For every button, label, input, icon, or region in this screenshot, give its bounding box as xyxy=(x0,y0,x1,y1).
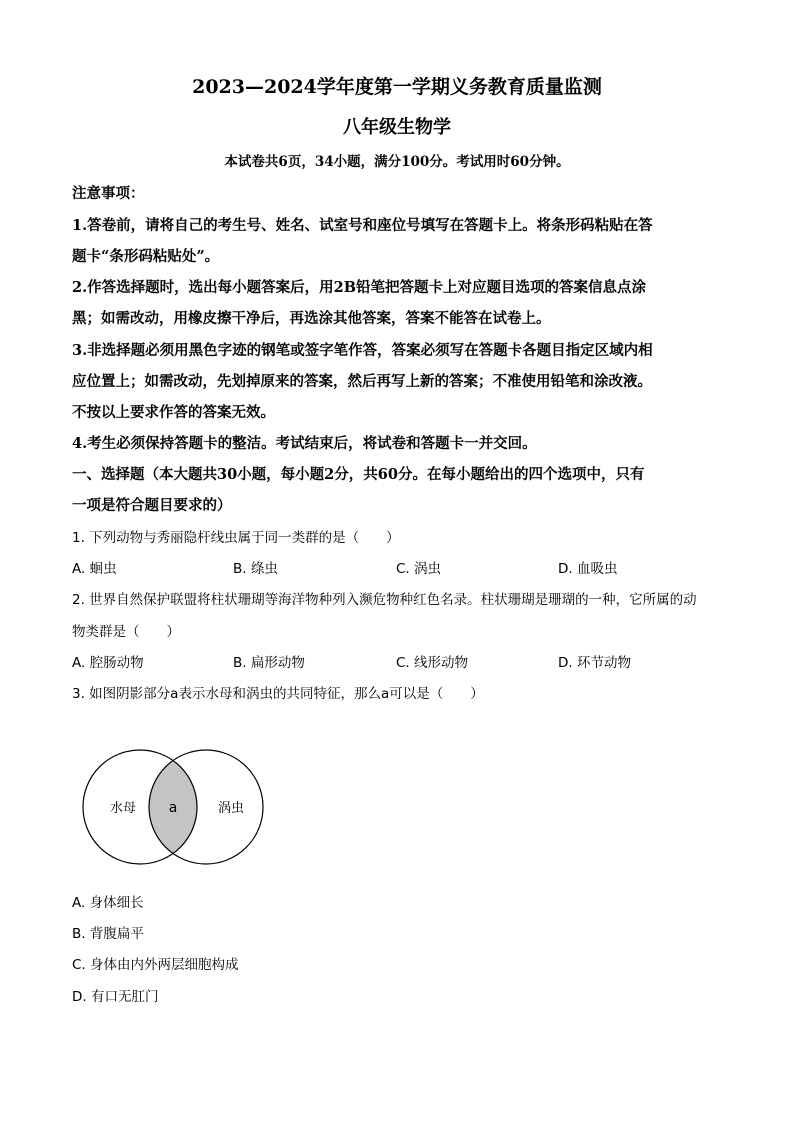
notice-line: 3.非选择题必须用黑色字迹的钢笔或签字笔作答，答案必须写在答题卡各题目指定区域内相 xyxy=(72,342,653,359)
option-d: D. 有口无肛门 xyxy=(72,989,159,1005)
question-stem: 3. 如图阴影部分a表示水母和涡虫的共同特征，那么a可以是（ ） xyxy=(72,686,484,702)
option-d: D. 血吸虫 xyxy=(558,561,618,577)
option-a: A. 腔肠动物 xyxy=(72,655,144,671)
venn-label-center: a xyxy=(168,800,178,816)
notice-line: 2.作答选择题时，选出每小题答案后，用2B铅笔把答题卡上对应题目选项的答案信息点涂 xyxy=(72,279,646,296)
venn-label-right: 涡虫 xyxy=(218,801,245,816)
option-c: C. 身体由内外两层细胞构成 xyxy=(72,957,239,973)
page-title: 2023—2024学年度第一学期义务教育质量监测 xyxy=(192,76,602,98)
section-heading-cont: 一项是符合题目要求的） xyxy=(72,497,232,514)
option-d: D. 环节动物 xyxy=(558,655,631,671)
notice-line: 题卡“条形码粘贴处”。 xyxy=(72,248,220,265)
option-c: C. 涡虫 xyxy=(396,561,442,577)
venn-diagram xyxy=(78,748,278,866)
exam-info: 本试卷共6页，34小题，满分100分。考试用时60分钟。 xyxy=(224,154,570,170)
option-b: B. 绦虫 xyxy=(233,561,278,577)
option-a: A. 身体细长 xyxy=(72,895,144,911)
notice-line: 应位置上；如需改动，先划掉原来的答案，然后再写上新的答案；不准使用铅笔和涂改液。 xyxy=(72,373,652,390)
section-heading: 一、选择题（本大题共30小题，每小题2分，共60分。在每小题给出的四个选项中，只有 xyxy=(72,466,645,483)
notice-heading: 注意事项： xyxy=(72,185,145,202)
venn-label-left: 水母 xyxy=(110,801,137,816)
question-stem: 2. 世界自然保护联盟将柱状珊瑚等海洋物种列入濒危物种红色名录。柱状珊瑚是珊瑚的一种，它所属的动 xyxy=(72,592,697,608)
notice-line: 4.考生必须保持答题卡的整洁。考试结束后，将试卷和答题卡一并交回。 xyxy=(72,435,537,452)
option-c: C. 线形动物 xyxy=(396,655,469,671)
notice-line: 不按以上要求作答的答案无效。 xyxy=(72,404,275,421)
option-b: B. 扁形动物 xyxy=(233,655,305,671)
option-a: A. 蛔虫 xyxy=(72,561,117,577)
question-stem-cont: 物类群是（ ） xyxy=(72,624,180,640)
notice-line: 黑；如需改动，用橡皮擦干净后，再选涂其他答案，答案不能答在试卷上。 xyxy=(72,310,551,327)
page-subtitle: 八年级生物学 xyxy=(343,117,451,138)
option-b: B. 背腹扁平 xyxy=(72,926,144,942)
notice-line: 1.答卷前，请将自己的考生号、姓名、试室号和座位号填写在答题卡上。将条形码粘贴在答 xyxy=(72,217,653,234)
question-stem: 1. 下列动物与秀丽隐杆线虫属于同一类群的是（ ） xyxy=(72,530,400,546)
